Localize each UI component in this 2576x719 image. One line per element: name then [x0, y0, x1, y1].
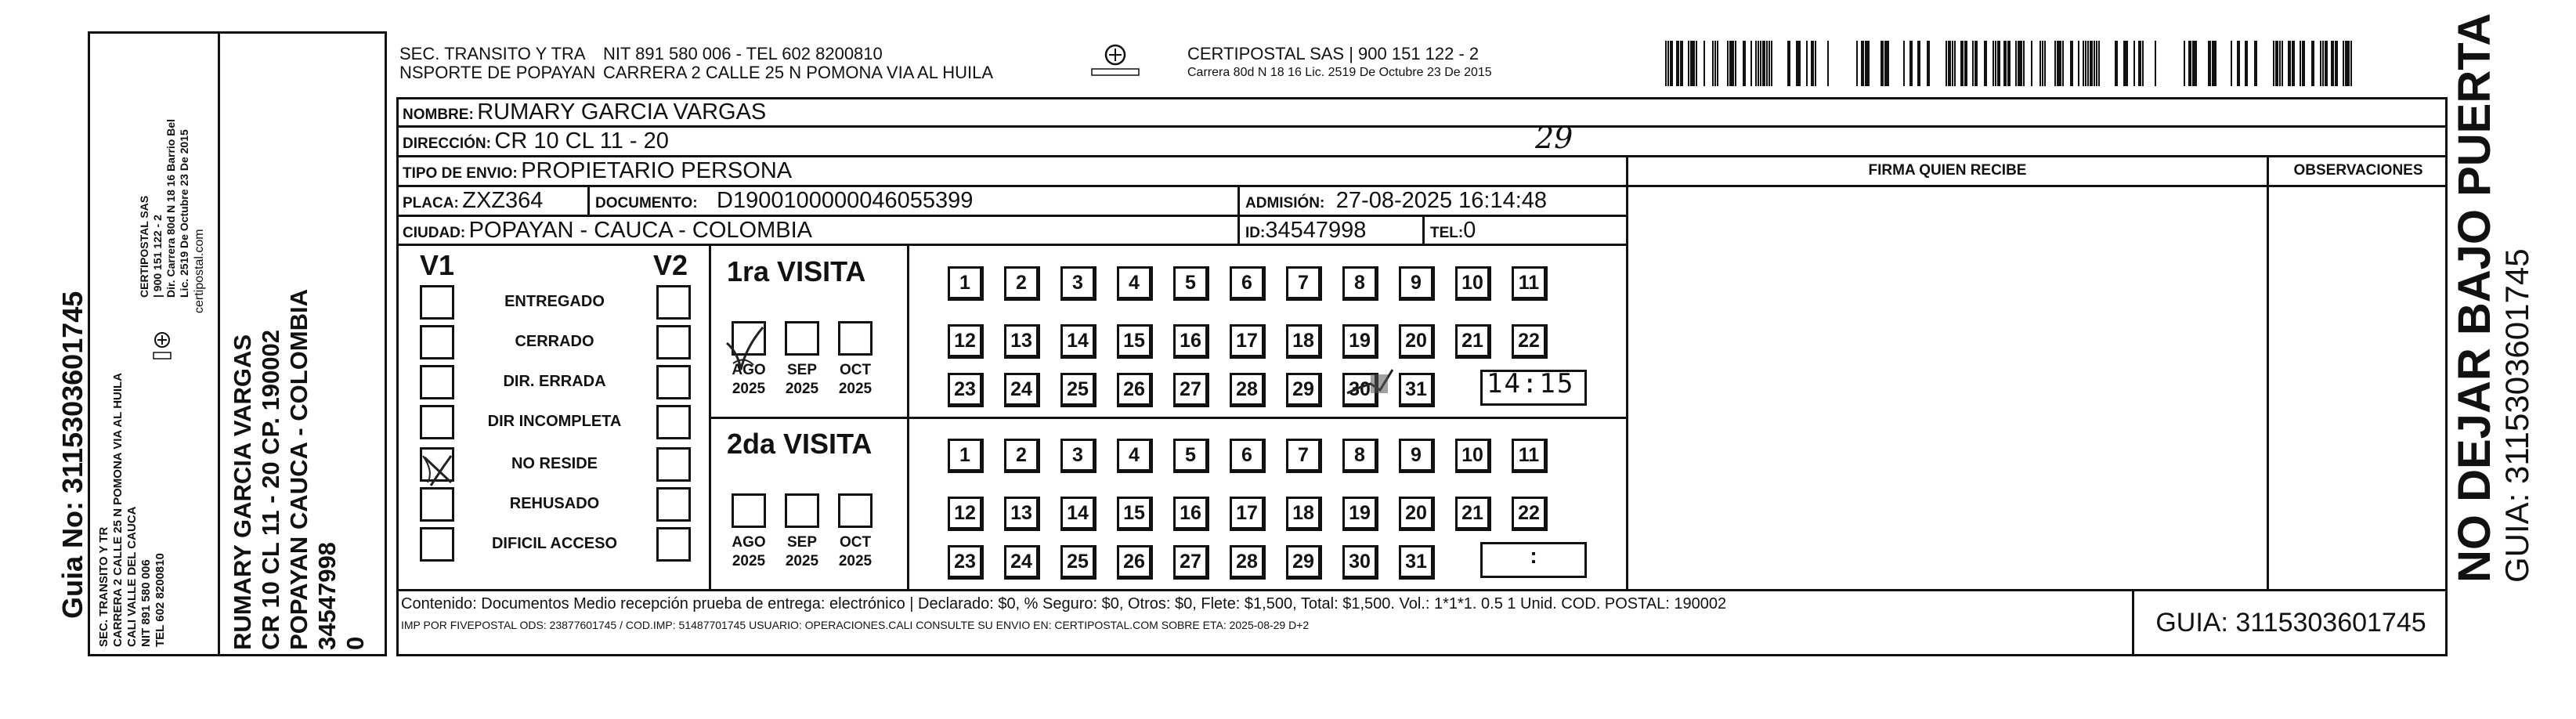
- direccion-handwritten-note: 29: [1535, 121, 1573, 155]
- visita2-day-box[interactable]: 2: [1004, 439, 1040, 473]
- visita2-day-box[interactable]: 7: [1286, 439, 1322, 473]
- certi-line: Lic. 2519 De Octubre 23 De 2015: [178, 129, 190, 298]
- tel-value: 0: [1463, 218, 1476, 243]
- month-checkbox[interactable]: [838, 321, 873, 356]
- v1-checkbox[interactable]: [420, 487, 454, 522]
- v1-checkbox[interactable]: [420, 365, 454, 399]
- visita2-day-box[interactable]: 22: [1512, 497, 1548, 531]
- certi-line: CERTIPOSTAL SAS: [138, 195, 150, 298]
- sender-line: CALI VALLE DEL CAUCA: [125, 506, 139, 647]
- visita1-day-box[interactable]: 30: [1342, 373, 1378, 407]
- year-label: 2025: [838, 553, 873, 569]
- right-guia-text: GUIA: 3115303601745: [2498, 248, 2535, 583]
- certipostal-logo: [150, 329, 174, 376]
- footer-imp: IMP POR FIVEPOSTAL ODS: 23877601745 / COD.IMP: 51487701745 USUARIO: OPERACIONES.CALI CONSULTE SU ENVIO EN: CERTIPOSTAL.COM SOBRE ETA: 2025-08-29 D+2: [401, 619, 1310, 631]
- visita2-day-box[interactable]: 13: [1004, 497, 1040, 531]
- month-label: OCT: [839, 534, 872, 551]
- recipient-name: RUMARY GARCIA VARGAS: [229, 334, 256, 650]
- visita1-day-box[interactable]: 7: [1286, 266, 1322, 301]
- tipo-value: PROPIETARIO PERSONA: [521, 158, 793, 183]
- visita1-day-box[interactable]: 2: [1004, 266, 1040, 301]
- no-reside-check-mark: [420, 451, 456, 487]
- col-line: [1626, 155, 1628, 591]
- visita1-day-box[interactable]: 26: [1117, 373, 1153, 407]
- visita2-day-box[interactable]: 24: [1004, 545, 1040, 580]
- visita1-day-box[interactable]: 22: [1512, 324, 1548, 359]
- ciudad-value: POPAYAN - CAUCA - COLOMBIA: [468, 218, 812, 243]
- visita1-day-box[interactable]: 27: [1173, 373, 1209, 407]
- visita1-day-box[interactable]: 1: [948, 266, 984, 301]
- v1-checkbox[interactable]: [420, 325, 454, 360]
- admision-label: ADMISIÓN:: [1245, 195, 1325, 211]
- v2-checkbox[interactable]: [656, 405, 691, 439]
- documento-label: DOCUMENTO:: [595, 195, 698, 211]
- mid-line: [709, 417, 1628, 419]
- month-label: OCT: [839, 362, 872, 378]
- v2-checkbox[interactable]: [656, 365, 691, 399]
- status-option-label: REHUSADO: [509, 495, 600, 512]
- sender-line: CARRERA 2 CALLE 25 N POMONA VIA AL HUILA: [111, 372, 125, 647]
- v1-checkbox[interactable]: [420, 527, 454, 562]
- visita2-day-box[interactable]: 4: [1117, 439, 1153, 473]
- year-label: 2025: [732, 553, 766, 569]
- visita1-day-box[interactable]: 16: [1173, 324, 1209, 359]
- footer-guia: GUIA: 3115303601745: [2155, 608, 2426, 638]
- visita2-day-box[interactable]: 31: [1399, 545, 1435, 580]
- barcode: [1665, 41, 2354, 86]
- ciudad-field: [403, 215, 812, 249]
- header-certi-name: CERTIPOSTAL SAS | 900 151 122 - 2: [1187, 44, 1479, 63]
- direccion-field: [403, 126, 669, 160]
- sender-line: TEL 602 8200810: [154, 553, 167, 647]
- id-label: ID:: [1245, 225, 1266, 241]
- visita2-day-box[interactable]: 17: [1230, 497, 1266, 531]
- visita2-day-box[interactable]: 25: [1060, 545, 1097, 580]
- visita1-day-box[interactable]: 9: [1399, 266, 1435, 301]
- col-line: [587, 185, 590, 216]
- recipient-tel: 0: [341, 636, 369, 650]
- id-value: 34547998: [1265, 218, 1367, 243]
- visita2-day-box[interactable]: 29: [1286, 545, 1322, 580]
- visita1-day-box[interactable]: 20: [1399, 324, 1435, 359]
- no-dejar-text: NO DEJAR BAJO PUERTA: [2449, 13, 2500, 583]
- status-option-label: DIR. ERRADA: [503, 373, 606, 390]
- visita2-day-box[interactable]: 3: [1060, 439, 1097, 473]
- visita2-day-box[interactable]: 1: [948, 439, 984, 473]
- sender-line: NIT 891 580 006: [139, 559, 153, 647]
- visita2-day-box[interactable]: 9: [1399, 439, 1435, 473]
- visita1-title: 1ra VISITA: [727, 255, 866, 287]
- visita1-day-box[interactable]: 3: [1060, 266, 1097, 301]
- direccion-value: CR 10 CL 11 - 20: [494, 128, 669, 154]
- header-sender-2: NSPORTE DE POPAYAN: [399, 63, 596, 82]
- header-certi-addr: Carrera 80d N 18 16 Lic. 2519 De Octubre 23 De 2015: [1187, 66, 1492, 79]
- visita2-day-box[interactable]: 6: [1230, 439, 1266, 473]
- certi-web: certipostal.com: [193, 229, 206, 313]
- recipient-id: 34547998: [313, 542, 341, 650]
- certi-line: | 900 151 122 - 2: [151, 215, 164, 298]
- certi-line: Dir. Carrera 80d N 18 16 Barrio Bel: [164, 118, 177, 298]
- col-line: [1237, 215, 1240, 246]
- documento-value: D1900100000046055399: [717, 188, 974, 213]
- visita1-day-box[interactable]: 13: [1004, 324, 1040, 359]
- visita2-day-box[interactable]: 12: [948, 497, 984, 531]
- visita1-day-box[interactable]: 28: [1230, 373, 1266, 407]
- visita2-day-box[interactable]: 30: [1342, 545, 1378, 580]
- placa-field: [403, 186, 543, 219]
- status-option-label: ENTREGADO: [504, 293, 605, 310]
- sender-line: SEC. TRANSITO Y TR: [97, 526, 110, 647]
- v1-label: V1: [420, 249, 455, 281]
- recipient-block: [229, 289, 370, 650]
- visita1-day-box[interactable]: 4: [1117, 266, 1153, 301]
- recipient-city: POPAYAN CAUCA - COLOMBIA: [285, 288, 313, 650]
- visita1-day-box[interactable]: 23: [948, 373, 984, 407]
- stub-divider: [218, 31, 220, 656]
- visita2-day-box[interactable]: 5: [1173, 439, 1209, 473]
- header-nit: NIT 891 580 006 - TEL 602 8200810: [603, 44, 883, 63]
- status-option-label: NO RESIDE: [511, 455, 598, 472]
- certi-block: [138, 119, 191, 298]
- id-field: [1245, 215, 1366, 249]
- visita2-day-box[interactable]: 8: [1342, 439, 1378, 473]
- v2-checkbox[interactable]: [656, 285, 691, 320]
- month-checkbox[interactable]: [732, 493, 766, 528]
- visita1-day-box[interactable]: 29: [1286, 373, 1322, 407]
- visita1-day-box[interactable]: 10: [1455, 266, 1491, 301]
- visita2-day-box[interactable]: 21: [1455, 497, 1491, 531]
- year-label: 2025: [785, 553, 819, 569]
- recipient-address: CR 10 CL 11 - 20 CP. 190002: [257, 329, 284, 650]
- year-label: 2025: [732, 381, 766, 397]
- visita1-day-box[interactable]: 19: [1342, 324, 1378, 359]
- visita1-day-box[interactable]: 5: [1173, 266, 1209, 301]
- guia-no-text: Guia No: 3115303601745: [56, 291, 89, 619]
- visita2-day-box[interactable]: 14: [1060, 497, 1097, 531]
- direccion-label: DIRECCIÓN:: [403, 135, 491, 152]
- visita2-day-box[interactable]: 10: [1455, 439, 1491, 473]
- header-sender-1: SEC. TRANSITO Y TRA: [399, 44, 586, 63]
- firma-header: FIRMA QUIEN RECIBE: [1868, 162, 2027, 179]
- visita1-time: 14:15: [1487, 368, 1575, 399]
- v2-checkbox[interactable]: [656, 487, 691, 522]
- month-checkbox[interactable]: [785, 493, 819, 528]
- visita2-day-box[interactable]: 28: [1230, 545, 1266, 580]
- visita2-day-box[interactable]: 27: [1173, 545, 1209, 580]
- visita2-day-box[interactable]: 18: [1286, 497, 1322, 531]
- ciudad-label: CIUDAD:: [403, 225, 466, 241]
- month-label: SEP: [786, 534, 818, 551]
- nombre-value: RUMARY GARCIA VARGAS: [477, 99, 767, 125]
- visita2-day-box[interactable]: 15: [1117, 497, 1153, 531]
- status-option-label: DIFICIL ACCESO: [491, 535, 617, 552]
- visita1-day-box[interactable]: 21: [1455, 324, 1491, 359]
- sender-block: [97, 373, 168, 647]
- visita1-day-box[interactable]: 6: [1230, 266, 1266, 301]
- admision-value: 27-08-2025 16:14:48: [1335, 188, 1548, 213]
- visita1-day-box[interactable]: 11: [1512, 266, 1548, 301]
- observaciones-header: OBSERVACIONES: [2293, 162, 2423, 179]
- visita2-day-box[interactable]: 26: [1117, 545, 1153, 580]
- tel-field: [1430, 215, 1476, 249]
- tipo-field: [403, 156, 792, 190]
- visita2-day-box[interactable]: 11: [1512, 439, 1548, 473]
- footer-contenido: Contenido: Documentos Medio recepción prueba de entrega: electrónico | Declarado: $0, % Seguro: $0, Otros: $0, Flete: $1,500, Total: $1,500. Vol.: 1*1*1. 0.5 1 Unid. COD. POSTAL: 190002: [401, 595, 1727, 612]
- documento-field: [595, 186, 973, 219]
- visita1-day-box[interactable]: 8: [1342, 266, 1378, 301]
- nombre-label: NOMBRE:: [403, 107, 474, 123]
- ago-check-mark: [722, 324, 769, 373]
- visita2-day-box[interactable]: 16: [1173, 497, 1209, 531]
- day30-check-mark: [1344, 367, 1396, 404]
- visita1-day-box[interactable]: 17: [1230, 324, 1266, 359]
- visita2-title: 2da VISITA: [727, 428, 873, 460]
- visita1-day-box[interactable]: 15: [1117, 324, 1153, 359]
- col-line: [1422, 215, 1425, 246]
- visita2-day-box[interactable]: 19: [1342, 497, 1378, 531]
- admision-field: [1245, 186, 1547, 219]
- v2-checkbox[interactable]: [656, 527, 691, 562]
- month-label: AGO: [732, 534, 766, 551]
- year-label: 2025: [838, 381, 873, 397]
- certipostal-logo: [1090, 44, 1140, 78]
- visita1-day-box[interactable]: 25: [1060, 373, 1097, 407]
- v2-checkbox[interactable]: [656, 325, 691, 360]
- month-checkbox[interactable]: [785, 321, 819, 356]
- col-line: [1237, 185, 1240, 216]
- v1-checkbox[interactable]: [420, 285, 454, 320]
- v2-checkbox[interactable]: [656, 447, 691, 482]
- month-label: SEP: [786, 362, 818, 378]
- visita1-day-box[interactable]: 14: [1060, 324, 1097, 359]
- month-checkbox[interactable]: [838, 493, 873, 528]
- month-label: AGO: [732, 362, 766, 378]
- year-label: 2025: [785, 381, 819, 397]
- visita2-day-box[interactable]: 23: [948, 545, 984, 580]
- visita1-day-box[interactable]: 12: [948, 324, 984, 359]
- v2-label: V2: [653, 249, 688, 281]
- tel-label: TEL:: [1430, 225, 1464, 241]
- placa-label: PLACA:: [403, 195, 459, 211]
- visita1-day-box[interactable]: 18: [1286, 324, 1322, 359]
- col-line: [2267, 155, 2269, 591]
- v1-checkbox[interactable]: [420, 405, 454, 439]
- tipo-label: TIPO DE ENVIO:: [403, 165, 518, 182]
- visita2-day-box[interactable]: 20: [1399, 497, 1435, 531]
- status-option-label: CERRADO: [515, 333, 594, 350]
- header-address: CARRERA 2 CALLE 25 N POMONA VIA AL HUILA: [603, 63, 994, 82]
- placa-value: ZXZ364: [462, 188, 544, 213]
- visita1-day-box[interactable]: 31: [1399, 373, 1435, 407]
- visita2-time: :: [1530, 544, 1537, 568]
- visita1-day-box[interactable]: 24: [1004, 373, 1040, 407]
- status-option-label: DIR INCOMPLETA: [487, 413, 622, 430]
